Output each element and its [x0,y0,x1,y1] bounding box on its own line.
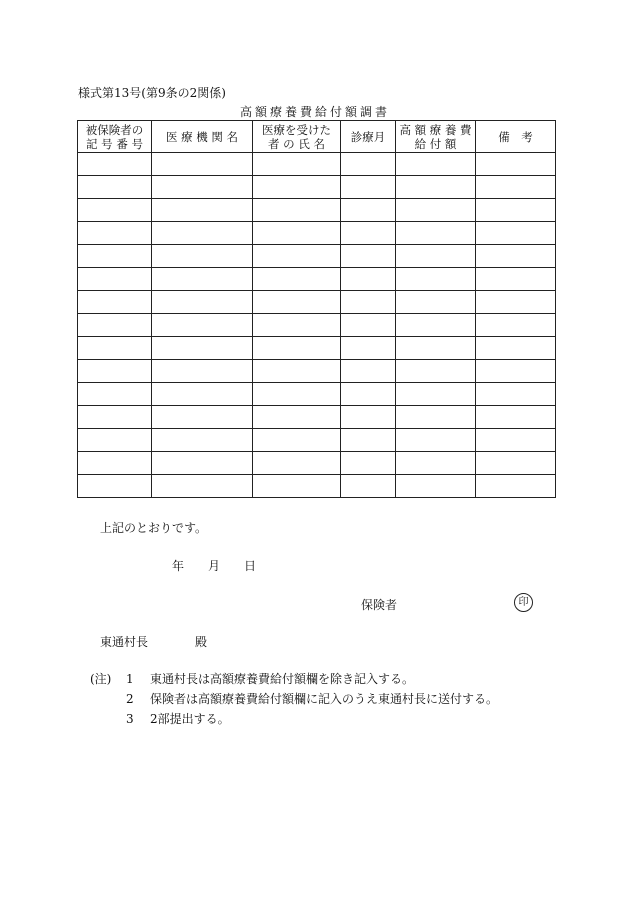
table-cell[interactable] [78,176,152,199]
table-cell[interactable] [476,475,556,498]
table-cell[interactable] [78,429,152,452]
table-cell[interactable] [253,222,341,245]
table-cell[interactable] [396,360,476,383]
table-cell[interactable] [152,406,253,429]
table-cell[interactable] [253,429,341,452]
note-item [90,669,498,689]
table-cell[interactable] [476,337,556,360]
insurer-label: 保険者 [361,598,398,612]
table-cell[interactable] [341,153,396,176]
table-cell[interactable] [152,176,253,199]
table-cell[interactable] [78,153,152,176]
table-cell[interactable] [341,452,396,475]
table-cell[interactable] [341,291,396,314]
table-cell[interactable] [152,268,253,291]
table-cell[interactable] [152,429,253,452]
table-cell[interactable] [253,383,341,406]
note-number: 1 [126,672,134,686]
table-cell[interactable] [476,199,556,222]
addressee: 東通村長 [100,635,149,649]
table-cell[interactable] [476,406,556,429]
payment-table [77,120,556,498]
table-cell[interactable] [253,360,341,383]
statement-text: 上記のとおりです。 [100,521,208,535]
table-cell[interactable] [476,452,556,475]
table-row [78,268,556,291]
table-cell[interactable] [341,314,396,337]
date-month: 月 [208,559,221,573]
table-row [78,314,556,337]
table-cell[interactable] [78,314,152,337]
table-cell[interactable] [78,360,152,383]
table-cell[interactable] [341,475,396,498]
table-cell[interactable] [476,176,556,199]
table-cell[interactable] [476,383,556,406]
table-cell[interactable] [396,245,476,268]
table-cell[interactable] [476,291,556,314]
table-cell[interactable] [396,383,476,406]
header-payment-amount: 高 額 療 養 費 給 付 額 [396,121,476,153]
table-cell[interactable] [396,429,476,452]
table-cell[interactable] [152,314,253,337]
form-number: 様式第13号(第9条の2関係) [78,86,226,100]
header-patient-name: 医療を受けた 者 の 氏 名 [253,121,341,153]
table-cell[interactable] [152,452,253,475]
table-cell[interactable] [78,475,152,498]
table-cell[interactable] [78,337,152,360]
table-cell[interactable] [253,199,341,222]
document-title: 高額療養費給付額調書 [239,105,390,119]
table-cell[interactable] [476,245,556,268]
table-cell[interactable] [152,199,253,222]
table-cell[interactable] [253,406,341,429]
table-body [78,153,556,498]
table-cell[interactable] [341,268,396,291]
table-cell[interactable] [253,268,341,291]
table-cell[interactable] [396,222,476,245]
table-cell[interactable] [253,452,341,475]
table-row [78,176,556,199]
table-cell[interactable] [396,291,476,314]
notes-prefix: (注) [90,672,112,686]
table-cell[interactable] [476,360,556,383]
table-row [78,337,556,360]
table-cell[interactable] [341,360,396,383]
table-cell[interactable] [78,268,152,291]
note-item [90,689,498,709]
table-cell[interactable] [341,337,396,360]
table-cell[interactable] [476,153,556,176]
table-cell[interactable] [341,199,396,222]
table-cell[interactable] [78,222,152,245]
table-cell[interactable] [152,222,253,245]
honorific: 殿 [195,635,208,649]
table-cell[interactable] [78,199,152,222]
date-year: 年 [172,559,185,573]
note-number: 2 [126,692,134,706]
table-row [78,222,556,245]
table-cell[interactable] [253,176,341,199]
table-cell[interactable] [253,291,341,314]
table-row [78,360,556,383]
table-cell[interactable] [78,452,152,475]
table-row [78,452,556,475]
note-text: 2部提出する。 [150,712,230,726]
table-cell[interactable] [341,176,396,199]
table-row [78,475,556,498]
header-remarks: 備 考 [476,121,556,153]
table-cell[interactable] [152,337,253,360]
table-cell[interactable] [396,199,476,222]
table-cell[interactable] [152,383,253,406]
table-cell[interactable] [78,245,152,268]
table-cell[interactable] [152,153,253,176]
note-item [90,709,498,729]
table-cell[interactable] [78,406,152,429]
table-cell[interactable] [396,314,476,337]
table-cell[interactable] [396,337,476,360]
table-cell[interactable] [152,475,253,498]
table-cell[interactable] [476,268,556,291]
seal-icon: 印 [514,593,533,612]
table-cell[interactable] [253,245,341,268]
table-cell[interactable] [396,153,476,176]
table-cell[interactable] [253,153,341,176]
date-day: 日 [244,559,257,573]
header-treatment-month: 診療月 [341,121,396,153]
table-cell[interactable] [476,429,556,452]
table-cell[interactable] [341,245,396,268]
table-cell[interactable] [396,268,476,291]
header-medical-institution: 医 療 機 関 名 [152,121,253,153]
table-row [78,245,556,268]
table-row [78,199,556,222]
table-cell[interactable] [253,314,341,337]
header-insured-number: 被保険者の 記 号 番 号 [78,121,152,153]
table-cell[interactable] [341,406,396,429]
table-cell[interactable] [341,222,396,245]
table-cell[interactable] [396,406,476,429]
table-cell[interactable] [253,337,341,360]
table-cell[interactable] [152,360,253,383]
table-cell[interactable] [78,383,152,406]
table-cell[interactable] [78,291,152,314]
notes [90,669,498,729]
table-row [78,429,556,452]
table-row [78,153,556,176]
table-row [78,291,556,314]
table-cell[interactable] [152,245,253,268]
note-text: 東通村長は高額療養費給付額欄を除き記入する。 [150,672,415,686]
table-header-row [78,121,556,153]
table-cell[interactable] [476,222,556,245]
table-cell[interactable] [341,429,396,452]
table-cell[interactable] [476,314,556,337]
table-cell[interactable] [152,291,253,314]
table-cell[interactable] [396,176,476,199]
table-row [78,406,556,429]
note-text: 保険者は高額療養費給付額欄に記入のうえ東通村長に送付する。 [150,692,499,706]
table-cell[interactable] [396,475,476,498]
table-cell[interactable] [341,383,396,406]
note-number: 3 [126,712,134,726]
table-cell[interactable] [396,452,476,475]
table-row [78,383,556,406]
table-cell[interactable] [253,475,341,498]
